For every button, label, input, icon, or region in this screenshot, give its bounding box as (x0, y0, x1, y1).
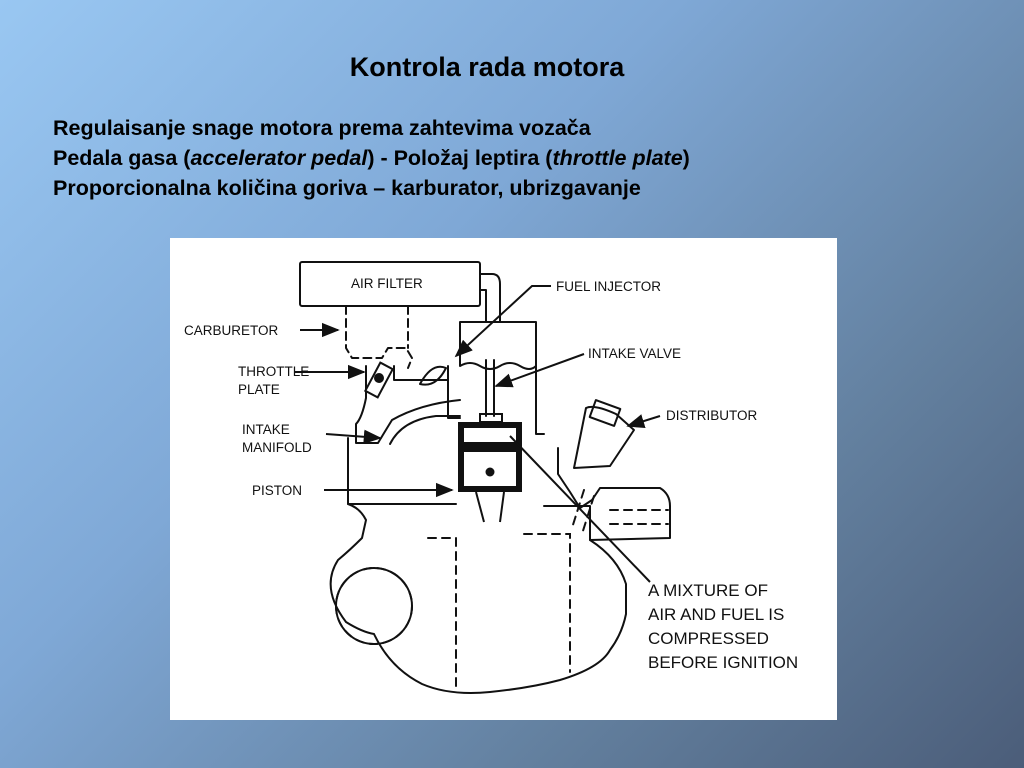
label-throttle-line1: THROTTLE (238, 364, 310, 379)
dashed-passage-1 (572, 490, 584, 528)
label-mixture-line3: COMPRESSED (648, 629, 769, 648)
carburetor-outline (346, 306, 412, 368)
label-air-filter: AIR FILTER (351, 276, 423, 291)
bullet-line-fuel-quantity: Proporcionalna količina goriva – karburator, ubrizgavanje (53, 176, 641, 200)
piston-pin (486, 468, 495, 477)
label-mixture-line2: AIR AND FUEL IS (648, 605, 785, 624)
text-segment: ) (682, 146, 690, 170)
text-segment: ) - Položaj leptira ( (367, 146, 553, 170)
throttle-plate-symbol (365, 363, 392, 398)
cylinder-head (460, 322, 536, 369)
pulley (336, 568, 412, 644)
arrow-intake-manifold (326, 434, 380, 438)
piston-assembly (458, 414, 522, 522)
label-intake-line2: MANIFOLD (242, 440, 312, 455)
arrow-intake-valve (496, 354, 584, 386)
label-fuel-injector: FUEL INJECTOR (556, 279, 662, 294)
label-mixture-line1: A MIXTURE OF (648, 581, 768, 600)
label-throttle-line2: PLATE (238, 382, 280, 397)
label-distributor: DISTRIBUTOR (666, 408, 758, 423)
head-lower-left (448, 366, 460, 418)
bullet-list (53, 113, 690, 203)
slide-title: Kontrola rada motora (349, 52, 625, 82)
italic-term-accelerator-pedal: accelerator pedal (190, 146, 368, 170)
label-intake-valve: INTAKE VALVE (588, 346, 682, 361)
bullet-line-power-regulation: Regulaisanje snage motora prema zahtevima vozača (53, 116, 591, 140)
bullet-line-pedal-throttle (53, 143, 690, 173)
air-hose (480, 274, 500, 322)
label-intake-line1: INTAKE (242, 422, 290, 437)
engine-diagram (170, 238, 837, 720)
engine-diagram-panel (170, 238, 837, 720)
text-segment: Pedala gasa ( (53, 146, 191, 170)
head-lower-right (536, 366, 544, 434)
throttle-body-left (356, 366, 366, 438)
label-piston: PISTON (252, 483, 303, 498)
combustion-chamber (464, 428, 516, 442)
intake-manifold-inner (390, 416, 460, 444)
distributor-body (574, 407, 634, 468)
dashed-left-channel (428, 538, 456, 688)
arrow-distributor (628, 416, 660, 426)
dashed-cam-channel (524, 534, 570, 672)
valve-head (480, 414, 502, 422)
throttle-leaf (420, 367, 446, 385)
connecting-rod (476, 492, 504, 522)
italic-term-throttle-plate: throttle plate (552, 146, 683, 170)
label-carburetor: CARBURETOR (184, 323, 279, 338)
label-mixture-line4: BEFORE IGNITION (648, 653, 799, 672)
